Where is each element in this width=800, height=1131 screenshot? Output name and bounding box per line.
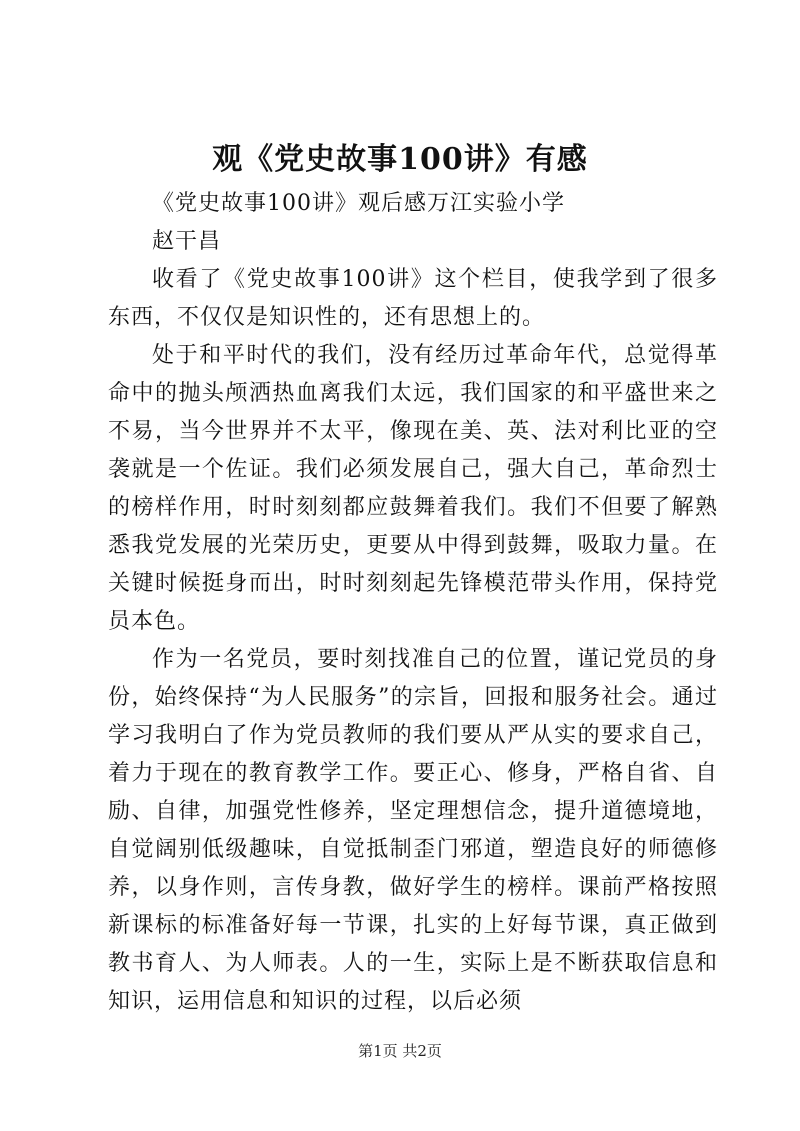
document-title: 观《党史故事100讲》有感 <box>212 142 588 177</box>
paragraph-3: 作为一名党员，要时刻找准自己的位置，谨记党员的身份，始终保持“为人民服务”的宗旨，回报和服务社会。通过学习我明白了作为党员教师的我们要从严从实的要求自己，着力于现在的教育教学工作。要正心、修身，严格自省、自励、自律，加强党性修养，坚定理想信念，提升道德境地，自觉阔别低级趣味，自觉抵制歪门邪道，塑造良好的师德修养，以身作则，言传身教，做好学生的榜样。课前严格按照新课标的标准备好每一节课，扎实的上好每节课，真正做到教书育人、为人师表。人的一生，实际上是不断获取信息和知识，运用信息和知识的过程，以后必须 <box>108 647 718 1014</box>
paragraph-2: 处于和平时代的我们，没有经历过革命年代，总觉得革命中的抛头颅洒热血离我们太远，我们国家的和平盛世来之不易，当今世界并不太平，像现在美、英、法对利比亚的空袭就是一个佐证。我们必须发展自己，强大自己，革命烈士的榜样作用，时时刻刻都应鼓舞着我们。我们不但要了解熟悉我党发展的光荣历史，更要从中得到鼓舞，吸取力量。在关键时候挺身而出，时时刻刻起先锋模范带头作用，保持党员本色。 <box>108 343 718 634</box>
page-indicator: 第1页 共2页 <box>358 1042 442 1060</box>
paragraph-1: 收看了《党史故事100讲》这个栏目，使我学到了很多东西，不仅仅是知识性的，还有思想上的。 <box>108 267 718 330</box>
document-author: 赵干昌 <box>152 229 222 254</box>
document-subtitle: 《党史故事100讲》观后感万江实验小学 <box>152 191 565 216</box>
document-body <box>108 185 718 1021</box>
